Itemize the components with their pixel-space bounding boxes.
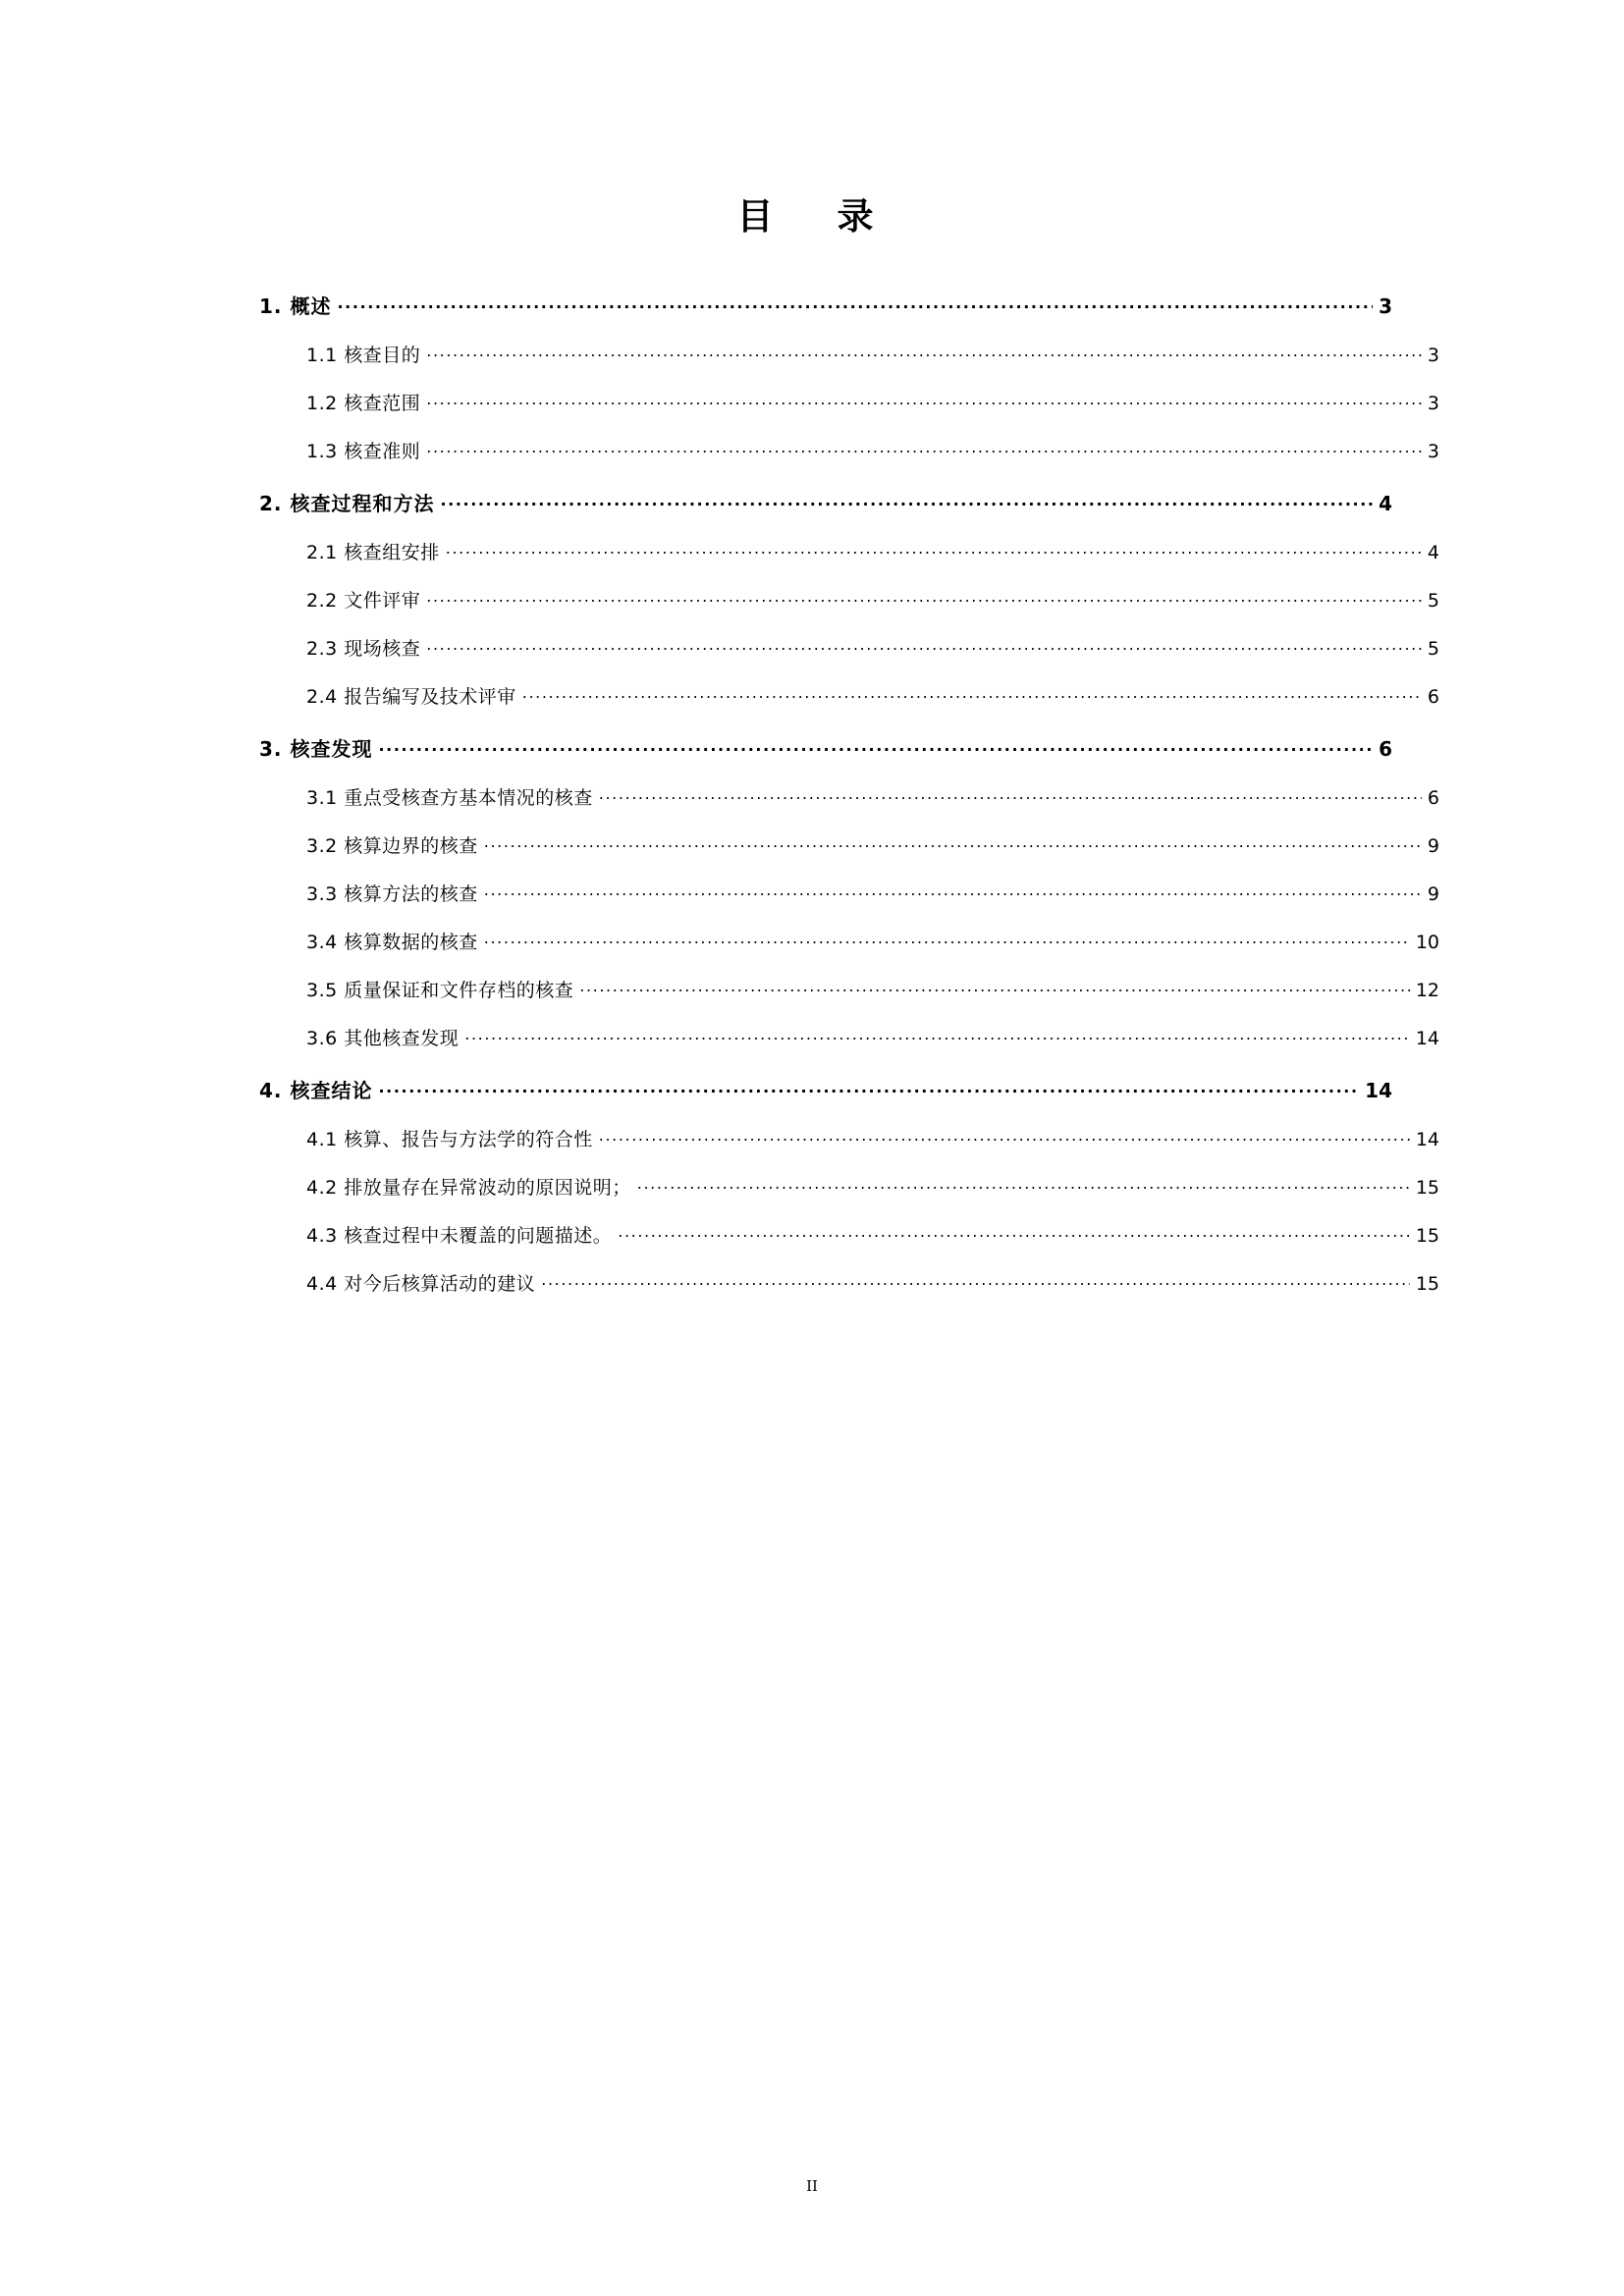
toc-entry-label: 2.2 文件评审 (306, 590, 421, 612)
toc-leader-dots (426, 636, 1422, 655)
toc-entry[interactable] (245, 575, 1439, 623)
toc-leader-dots (618, 1223, 1410, 1242)
toc-leader-dots (484, 833, 1422, 852)
toc-leader-dots (484, 881, 1422, 900)
toc-entry[interactable] (245, 869, 1439, 917)
toc-entry[interactable] (245, 277, 1392, 330)
toc-leader-dots (426, 343, 1422, 361)
toc-entry[interactable] (245, 527, 1439, 575)
toc-leader-dots (637, 1175, 1410, 1194)
toc-entry-page-number: 15 (1415, 1177, 1439, 1199)
toc-entry-label: 4. 核查结论 (259, 1079, 373, 1102)
toc-entry-page-number: 4 (1379, 492, 1392, 515)
toc-entry-page-number: 6 (1427, 787, 1439, 809)
toc-entry-page-number: 3 (1427, 441, 1439, 462)
toc-leader-dots (446, 540, 1422, 559)
toc-leader-dots (464, 1026, 1410, 1044)
toc-entry-page-number: 6 (1379, 737, 1392, 761)
toc-entry[interactable] (245, 1013, 1439, 1061)
toc-entry-label: 2.4 报告编写及技术评审 (306, 686, 516, 708)
toc-entry-label: 3.1 重点受核查方基本情况的核查 (306, 787, 593, 809)
toc-entry-page-number: 9 (1427, 883, 1439, 905)
toc-entry-label: 3.2 核算边界的核查 (306, 835, 478, 857)
toc-entry-label: 4.2 排放量存在异常波动的原因说明； (306, 1177, 631, 1199)
toc-entry-page-number: 15 (1415, 1225, 1439, 1247)
toc-entry[interactable] (245, 474, 1392, 527)
toc-leader-dots (426, 391, 1422, 409)
toc-entry-page-number: 3 (1427, 393, 1439, 414)
toc-leader-dots (579, 978, 1410, 996)
toc-leader-dots (378, 736, 1373, 756)
toc-entry[interactable] (245, 965, 1439, 1013)
toc-leader-dots (541, 1271, 1410, 1290)
page-footer: II (806, 2177, 818, 2195)
toc-entry-page-number: 9 (1427, 835, 1439, 857)
toc-entry-label: 2.1 核查组安排 (306, 542, 440, 563)
toc-entry-page-number: 6 (1427, 686, 1439, 708)
toc-leader-dots (484, 930, 1410, 948)
toc-entry-label: 2.3 现场核查 (306, 638, 421, 660)
toc-entry-label: 4.3 核查过程中未覆盖的问题描述。 (306, 1225, 613, 1247)
toc-leader-dots (426, 439, 1422, 457)
toc-entry[interactable] (245, 1210, 1439, 1258)
toc-entry[interactable] (245, 773, 1439, 821)
toc-entry-label: 1.2 核查范围 (306, 393, 421, 414)
toc-entry-label: 3.6 其他核查发现 (306, 1028, 460, 1049)
toc-entry[interactable] (245, 1258, 1439, 1307)
toc-entry-page-number: 3 (1427, 345, 1439, 366)
toc-entry-label: 4.1 核算、报告与方法学的符合性 (306, 1129, 593, 1150)
toc-entry[interactable] (245, 330, 1439, 378)
toc-leader-dots (522, 684, 1422, 703)
toc-entry-label: 1.1 核查目的 (306, 345, 421, 366)
toc-entry-label: 3.5 质量保证和文件存档的核查 (306, 980, 574, 1001)
toc-entry-page-number: 14 (1415, 1129, 1439, 1150)
toc-leader-dots (426, 588, 1422, 607)
toc-leader-dots (599, 785, 1422, 804)
toc-entry[interactable] (245, 720, 1392, 773)
toc-entry-page-number: 3 (1379, 294, 1392, 318)
toc-entry[interactable] (245, 426, 1439, 474)
table-of-contents (245, 277, 1439, 1307)
toc-entry-label: 4.4 对今后核算活动的建议 (306, 1273, 536, 1295)
toc-entry[interactable] (245, 1162, 1439, 1210)
toc-leader-dots (440, 491, 1373, 510)
toc-entry-page-number: 10 (1415, 932, 1439, 953)
toc-entry[interactable] (245, 1114, 1439, 1162)
toc-entry-page-number: 5 (1427, 590, 1439, 612)
toc-entry-label: 3. 核查发现 (259, 737, 373, 761)
toc-leader-dots (337, 294, 1373, 313)
toc-entry[interactable] (245, 623, 1439, 671)
toc-entry-page-number: 14 (1365, 1079, 1392, 1102)
toc-entry[interactable] (245, 1061, 1392, 1114)
toc-leader-dots (378, 1078, 1359, 1097)
toc-entry-page-number: 12 (1415, 980, 1439, 1001)
toc-entry-label: 2. 核查过程和方法 (259, 492, 435, 515)
toc-entry-page-number: 14 (1415, 1028, 1439, 1049)
page-title: 目 录 (736, 194, 888, 238)
toc-entry[interactable] (245, 378, 1439, 426)
toc-entry[interactable] (245, 821, 1439, 869)
toc-entry-page-number: 4 (1427, 542, 1439, 563)
toc-entry-label: 3.3 核算方法的核查 (306, 883, 478, 905)
toc-leader-dots (599, 1127, 1410, 1146)
toc-entry[interactable] (245, 917, 1439, 965)
toc-entry-label: 1.3 核查准则 (306, 441, 421, 462)
toc-entry-page-number: 15 (1415, 1273, 1439, 1295)
toc-entry-label: 3.4 核算数据的核查 (306, 932, 478, 953)
toc-entry-label: 1. 概述 (259, 294, 332, 318)
toc-entry[interactable] (245, 671, 1439, 720)
toc-entry-page-number: 5 (1427, 638, 1439, 660)
